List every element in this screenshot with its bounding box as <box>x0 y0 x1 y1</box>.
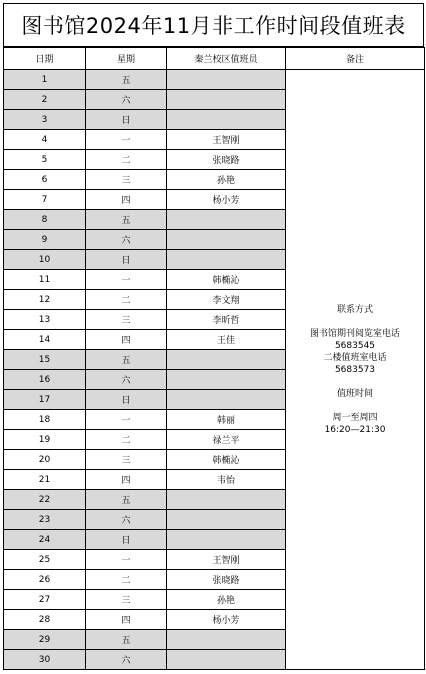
weekday-cell: 日 <box>86 110 167 130</box>
spacer <box>286 376 424 388</box>
date-cell: 6 <box>4 170 86 190</box>
weekday-cell: 一 <box>86 130 167 150</box>
weekday-cell: 二 <box>86 150 167 170</box>
date-cell: 14 <box>4 330 86 350</box>
weekday-cell: 一 <box>86 410 167 430</box>
date-cell: 3 <box>4 110 86 130</box>
staff-cell <box>167 90 286 110</box>
weekday-cell: 日 <box>86 530 167 550</box>
second-floor-label: 二楼值班室电话 <box>323 352 387 363</box>
staff-cell: 韩椭沁 <box>167 270 286 290</box>
contact-heading: 联系方式 <box>336 304 373 315</box>
date-cell: 21 <box>4 470 86 490</box>
header-staff: 秦兰校区值班员 <box>167 48 286 70</box>
date-cell: 1 <box>4 70 86 90</box>
staff-cell <box>167 650 286 670</box>
header-weekday: 星期 <box>86 48 167 70</box>
staff-cell <box>167 210 286 230</box>
date-cell: 20 <box>4 450 86 470</box>
date-cell: 23 <box>4 510 86 530</box>
staff-cell: 孙艳 <box>167 170 286 190</box>
weekday-cell: 二 <box>86 290 167 310</box>
roster-table <box>3 47 425 670</box>
staff-cell <box>167 530 286 550</box>
staff-cell: 张晓路 <box>167 570 286 590</box>
weekday-cell: 四 <box>86 330 167 350</box>
date-cell: 11 <box>4 270 86 290</box>
page-title: 图书馆2024年11月非工作时间段值班表 <box>3 3 424 47</box>
date-cell: 25 <box>4 550 86 570</box>
second-floor-phone: 5683573 <box>334 364 376 375</box>
header-notes: 备注 <box>286 48 425 70</box>
staff-cell: 王智刚 <box>167 130 286 150</box>
weekday-cell: 五 <box>86 70 167 90</box>
date-cell: 19 <box>4 430 86 450</box>
roster-body <box>4 70 425 670</box>
weekday-cell: 一 <box>86 550 167 570</box>
weekday-cell: 五 <box>86 490 167 510</box>
staff-cell: 李昕哲 <box>167 310 286 330</box>
staff-cell <box>167 350 286 370</box>
date-cell: 4 <box>4 130 86 150</box>
staff-cell <box>167 630 286 650</box>
date-cell: 18 <box>4 410 86 430</box>
staff-cell <box>167 110 286 130</box>
date-cell: 8 <box>4 210 86 230</box>
date-cell: 9 <box>4 230 86 250</box>
weekday-cell: 日 <box>86 250 167 270</box>
staff-cell: 禄兰平 <box>167 430 286 450</box>
weekday-cell: 五 <box>86 210 167 230</box>
staff-cell <box>167 230 286 250</box>
header-row <box>4 48 425 70</box>
date-cell: 15 <box>4 350 86 370</box>
staff-cell: 王佳 <box>167 330 286 350</box>
date-cell: 5 <box>4 150 86 170</box>
staff-cell: 张晓路 <box>167 150 286 170</box>
date-cell: 12 <box>4 290 86 310</box>
staff-cell <box>167 70 286 90</box>
weekday-cell: 四 <box>86 610 167 630</box>
staff-cell: 韦怡 <box>167 470 286 490</box>
date-cell: 28 <box>4 610 86 630</box>
table-row <box>4 70 425 90</box>
date-cell: 22 <box>4 490 86 510</box>
staff-cell <box>167 490 286 510</box>
staff-cell: 王智刚 <box>167 550 286 570</box>
periodical-room-phone: 5683545 <box>334 340 376 351</box>
staff-cell: 孙艳 <box>167 590 286 610</box>
weekday-cell: 五 <box>86 350 167 370</box>
duty-time-heading: 值班时间 <box>336 388 373 399</box>
duty-roster-sheet <box>3 3 424 670</box>
weekday-cell: 六 <box>86 370 167 390</box>
staff-cell: 韩椭沁 <box>167 450 286 470</box>
spacer <box>286 316 424 328</box>
weekday-cell: 四 <box>86 190 167 210</box>
date-cell: 17 <box>4 390 86 410</box>
staff-cell <box>167 250 286 270</box>
weekday-cell: 六 <box>86 230 167 250</box>
weekday-cell: 日 <box>86 390 167 410</box>
weekday-cell: 六 <box>86 90 167 110</box>
staff-cell: 韩丽 <box>167 410 286 430</box>
date-cell: 30 <box>4 650 86 670</box>
staff-cell: 杨小芳 <box>167 610 286 630</box>
notes-cell <box>286 70 425 670</box>
staff-cell: 杨小芳 <box>167 190 286 210</box>
staff-cell <box>167 370 286 390</box>
weekday-cell: 二 <box>86 430 167 450</box>
date-cell: 24 <box>4 530 86 550</box>
date-cell: 29 <box>4 630 86 650</box>
weekday-cell: 五 <box>86 630 167 650</box>
weekday-cell: 三 <box>86 170 167 190</box>
date-cell: 16 <box>4 370 86 390</box>
spacer <box>286 400 424 412</box>
weekday-cell: 六 <box>86 510 167 530</box>
header-date: 日期 <box>4 48 86 70</box>
date-cell: 13 <box>4 310 86 330</box>
duty-days: 周一至周四 <box>332 412 378 423</box>
staff-cell: 李文翔 <box>167 290 286 310</box>
weekday-cell: 三 <box>86 590 167 610</box>
weekday-cell: 三 <box>86 450 167 470</box>
date-cell: 26 <box>4 570 86 590</box>
weekday-cell: 二 <box>86 570 167 590</box>
weekday-cell: 六 <box>86 650 167 670</box>
staff-cell <box>167 510 286 530</box>
date-cell: 2 <box>4 90 86 110</box>
weekday-cell: 一 <box>86 270 167 290</box>
duty-hours: 16:20—21:30 <box>324 424 386 435</box>
periodical-room-label: 图书馆期刊阅览室电话 <box>309 328 400 339</box>
weekday-cell: 三 <box>86 310 167 330</box>
staff-cell <box>167 390 286 410</box>
weekday-cell: 四 <box>86 470 167 490</box>
date-cell: 10 <box>4 250 86 270</box>
date-cell: 7 <box>4 190 86 210</box>
date-cell: 27 <box>4 590 86 610</box>
